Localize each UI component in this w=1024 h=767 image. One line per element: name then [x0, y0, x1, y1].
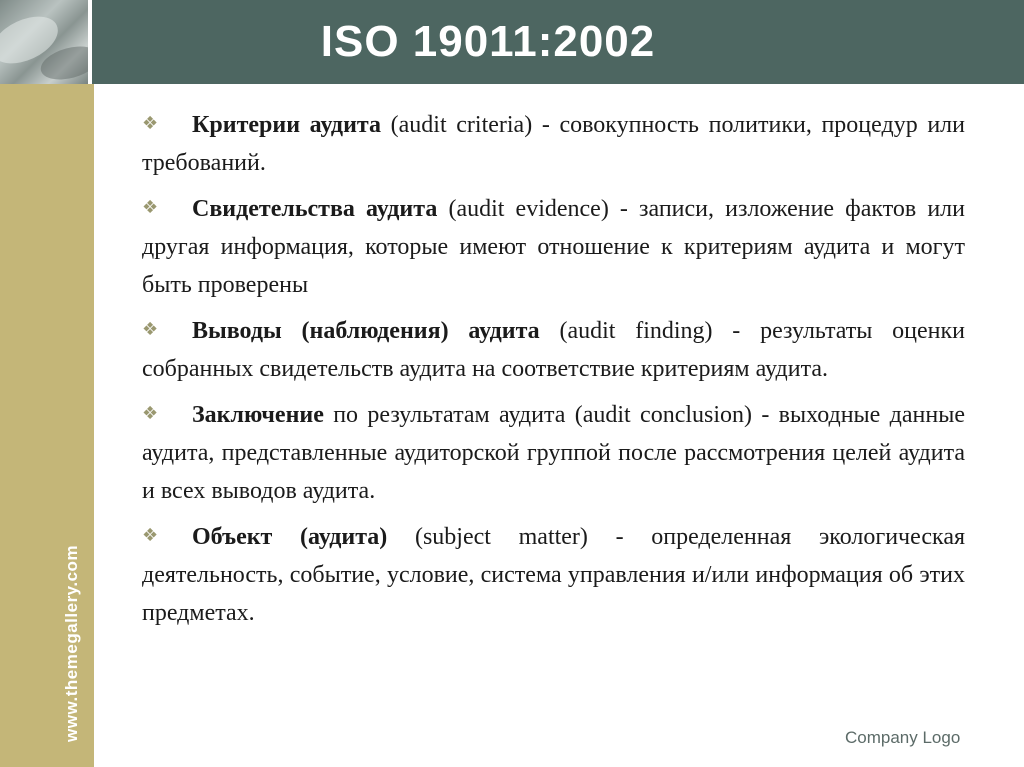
diamond-bullet-icon: ❖	[142, 113, 159, 134]
company-logo: Company Logo	[845, 728, 961, 747]
item-term: Заключение	[192, 402, 324, 428]
item-text: по результатам аудита (audit conclusion) - выходные данные аудита, представленные аудиторской группой после рассмотрения целей аудита и всех выводов аудита.	[142, 402, 965, 504]
diamond-bullet-icon: ❖	[142, 319, 159, 340]
header-photo	[0, 0, 92, 84]
website-label: www.themegallery.com	[62, 544, 81, 742]
list-item	[142, 106, 965, 182]
list-item	[142, 396, 965, 510]
list-item	[142, 190, 965, 304]
item-text: (subject matter) - определенная экологическая деятельность, событие, условие, система управления и/или информация об этих предметах.	[142, 524, 966, 626]
item-text: (audit finding) - результаты оценки собранных свидетельств аудита на соответствие критериям аудита.	[142, 318, 965, 382]
item-text: (audit evidence) - записи, изложение фактов или другая информация, которые имеют отношение к критериям аудита и могут быть проверены	[142, 196, 965, 298]
item-term: Выводы (наблюдения) аудита	[192, 318, 540, 344]
header-bar	[0, 0, 1024, 84]
diamond-bullet-icon: ❖	[142, 197, 159, 218]
definitions-list	[142, 106, 965, 640]
item-term: Критерии аудита	[192, 112, 381, 138]
slide-title: ISO 19011:2002	[320, 17, 656, 66]
diamond-bullet-icon: ❖	[142, 525, 159, 546]
item-term: Объект (аудита)	[192, 524, 388, 550]
list-item	[142, 312, 965, 388]
item-term: Свидетельства аудита	[192, 196, 438, 222]
diamond-bullet-icon: ❖	[142, 403, 159, 424]
item-text: (audit criteria) - совокупность политики, процедур или требований.	[142, 112, 966, 176]
list-item	[142, 518, 965, 632]
